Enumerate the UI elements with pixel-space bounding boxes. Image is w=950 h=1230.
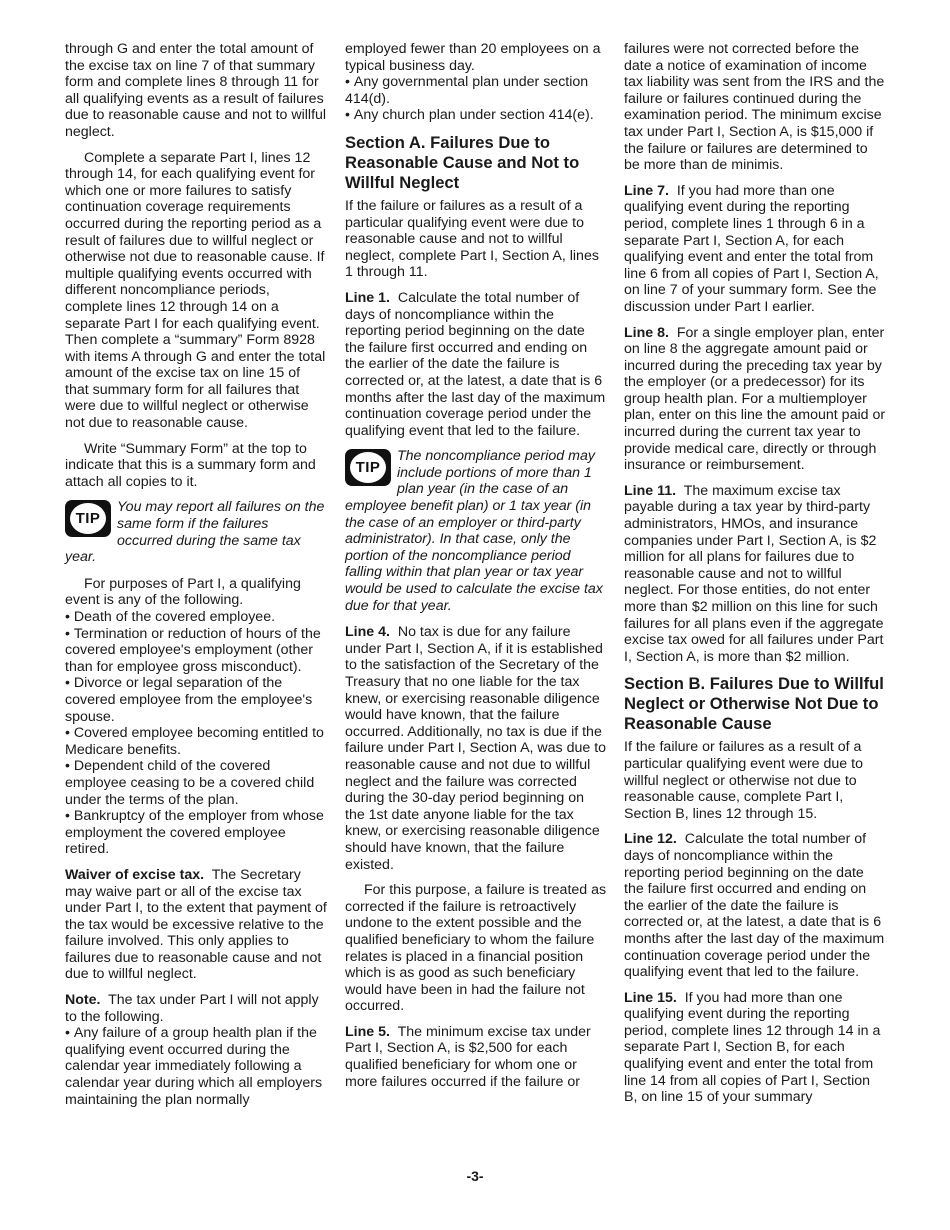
run-in-heading: Line 7. [624, 182, 669, 199]
page-number: -3- [466, 1168, 484, 1184]
list-item: • Termination or reduction of hours of the covered employee's employment (other than for employee gross misconduct). [65, 626, 327, 676]
paragraph: through G and enter the total amount of the excise tax on line 7 of that summary form and complete lines 8 through 11 for all qualifying events as a result of failures due to reasonable cause and not to willful neglect. [65, 41, 327, 140]
tip-icon: TIP [345, 449, 391, 486]
line-8-paragraph: Line 8. For a single employer plan, enter on line 8 the aggregate amount paid or incurred during the preceding tax year by the employer (or a predecessor) for its group health plan. For a multiemployer plan, enter on this line the amount paid or incurred during the current tax year to provide medical care, directly or through insurance or reimbursement. [624, 324, 886, 474]
tip-box [345, 448, 607, 614]
list-item: • Bankruptcy of the employer from whose employment the covered employee retired. [65, 808, 327, 858]
tip-text: The noncompliance period may include portions of more than 1 plan year (in the case of an employee benefit plan) or 1 tax year (in the case of an employer or third-party administrator). In that case, only the portion of the noncompliance period falling within that plan year or tax year would be used to calculate the excise tax due for that year. [345, 448, 603, 614]
list-item: • Covered employee becoming entitled to Medicare benefits. [65, 725, 327, 758]
list-item: • Any failure of a group health plan if the qualifying event occurred during the calendar year immediately following a calendar year during which all employers maintaining the plan normally [65, 1025, 327, 1108]
run-in-heading: Waiver of excise tax. [65, 866, 205, 883]
paragraph: employed fewer than 20 employees on a typical business day. [345, 41, 601, 74]
line-5-paragraph: Line 5. The minimum excise tax under Part I, Section A, is $2,500 for each qualified beneficiary for whom one or more failures occurred if the failure or [345, 1023, 591, 1090]
list-item: • Death of the covered employee. [65, 609, 327, 626]
line-11-paragraph: Line 11. The maximum excise tax payable during a tax year by third-party administrators, HMOs, and insurance companies under Part I, Section A, is $2 million for all plans for failures due to reasonable cause and not to willful neglect. For those entities, do not enter more than $2 million on this line for such failures for all plans even if the aggregate excise tax owed for all failures under Part I, Section A, is more than $2 million. [624, 482, 884, 665]
qualifying-events-list [65, 609, 327, 858]
line-12-paragraph: Line 12. Calculate the total number of days of noncompliance within the reporting period beginning on the date the failure first occurred and ending on the earlier of the date the failure is corrected or, at the latest, a date that is 6 months after the last day of the maximum continuation coverage period under the qualifying event that led to the failure. [624, 831, 885, 981]
paragraph: If the failure or failures as a result of a particular qualifying event were due to reasonable cause and not to willful neglect, complete Part I, Section A, lines 1 through 11. [345, 197, 599, 281]
paragraph: For this purpose, a failure is treated as corrected if the failure is retroactively undone to the extent possible and the qualified beneficiary to whom the failure relates is placed in a financial position which is as good as such beneficiary would have been in had the failure not occurred. [345, 882, 607, 1015]
column-right [624, 41, 886, 1115]
paragraph: For purposes of Part I, a qualifying event is any of the following. [65, 575, 301, 609]
run-in-heading: Line 1. [345, 289, 390, 306]
list-item: • Dependent child of the covered employee ceasing to be a covered child under the terms of the plan. [65, 758, 327, 808]
waiver-paragraph: Waiver of excise tax. The Secretary may waive part or all of the excise tax under Part I, to the extent that payment of the tax would be excessive relative to the failure involved. This only applies to failures due to reasonable cause and not due to willful neglect. [65, 866, 327, 983]
column-left [65, 41, 327, 1108]
run-in-heading: Note. [65, 992, 101, 1009]
column-middle [345, 41, 607, 1099]
line-7-paragraph: Line 7. If you had more than one qualifying event during the reporting period, complete lines 1 through 6 in a separate Part I, Section A, for each qualifying event and enter the total from line 6 from all copies of Part I, Section A, on line 7 of your summary form. See the discussion under Part I earlier. [624, 182, 879, 315]
list-item: • Any governmental plan under section 414(d). [345, 74, 607, 107]
plan-exceptions-list [345, 74, 607, 124]
tip-text: You may report all failures on the same form if the failures occurred during the same tax year. [65, 499, 325, 566]
run-in-heading: Line 5. [345, 1023, 390, 1040]
paragraph: failures were not corrected before the date a notice of examination of income tax liability was sent from the IRS and the failure or failures continued during the examination period. The minimum excise tax under Part I, Section A, is $15,000 if the failure or failures are determined to be more than de minimis. [624, 41, 885, 174]
run-in-heading: Line 12. [624, 831, 677, 848]
section-b-heading: Section B. Failures Due to Willful Neglect or Otherwise Not Due to Reasonable Cause [624, 674, 884, 734]
line-15-paragraph: Line 15. If you had more than one qualifying event during the reporting period, complete lines 12 through 14 in a separate Part I, Section B, for each qualifying event and enter the total from line 14 from all copies of Part I, Section B, on line 15 of your summary [624, 989, 881, 1106]
list-item: • Any church plan under section 414(e). [345, 107, 607, 124]
note-paragraph: Note. The tax under Part I will not apply to the following. [65, 992, 319, 1025]
paragraph: Complete a separate Part I, lines 12 through 14, for each qualifying event for which one or more failures to satisfy continuation coverage requirements occurred during the reporting period as a result of failures due to willful neglect or otherwise not due to reasonable cause. If multiple qualifying events occurred with different noncompliance periods, complete lines 12 through 14 on a separate Part I for each qualifying event. Then complete a “summary” Form 8928 with items A through G and enter the total amount of the excise tax on line 15 of that summary form for all failures that were due to willful neglect or otherwise not due to reasonable cause. [65, 149, 326, 432]
section-a-heading: Section A. Failures Due to Reasonable Cause and Not to Willful Neglect [345, 132, 580, 192]
tip-box [65, 499, 327, 565]
list-item: • Divorce or legal separation of the covered employee from the employee's spouse. [65, 675, 327, 725]
paragraph: Write “Summary Form” at the top to indicate that this is a summary form and attach all copies to it. [65, 440, 316, 490]
run-in-heading: Line 4. [345, 624, 390, 641]
line-1-paragraph: Line 1. Calculate the total number of days of noncompliance within the reporting period beginning on the date the failure first occurred and ending on the earlier of the date the failure is corrected or, at the latest, a date that is 6 months after the last day of the maximum continuation coverage period under the qualifying event that led to the failure. [345, 289, 606, 439]
paragraph: If the failure or failures as a result of a particular qualifying event were due to willful neglect or otherwise not due to reasonable cause, complete Part I, Section B, lines 12 through 15. [624, 739, 863, 822]
tip-icon: TIP [65, 500, 111, 537]
run-in-heading: Line 15. [624, 989, 677, 1006]
run-in-heading: Line 11. [624, 482, 677, 499]
line-4-paragraph: Line 4. No tax is due for any failure under Part I, Section A, if it is established to the satisfaction of the Secretary of the Treasury that no one liable for the tax knew, or exercising reasonable diligence would have known, that the failure occurred. Additionally, no tax is due if the failure under Part I, Section A, was due to reasonable cause and not due to willful neglect and the failure was corrected during the 30-day period beginning on the 1st date anyone liable for the tax knew, or exercising reasonable diligence should have known, that the failure existed. [345, 624, 607, 873]
run-in-heading: Line 8. [624, 324, 669, 341]
